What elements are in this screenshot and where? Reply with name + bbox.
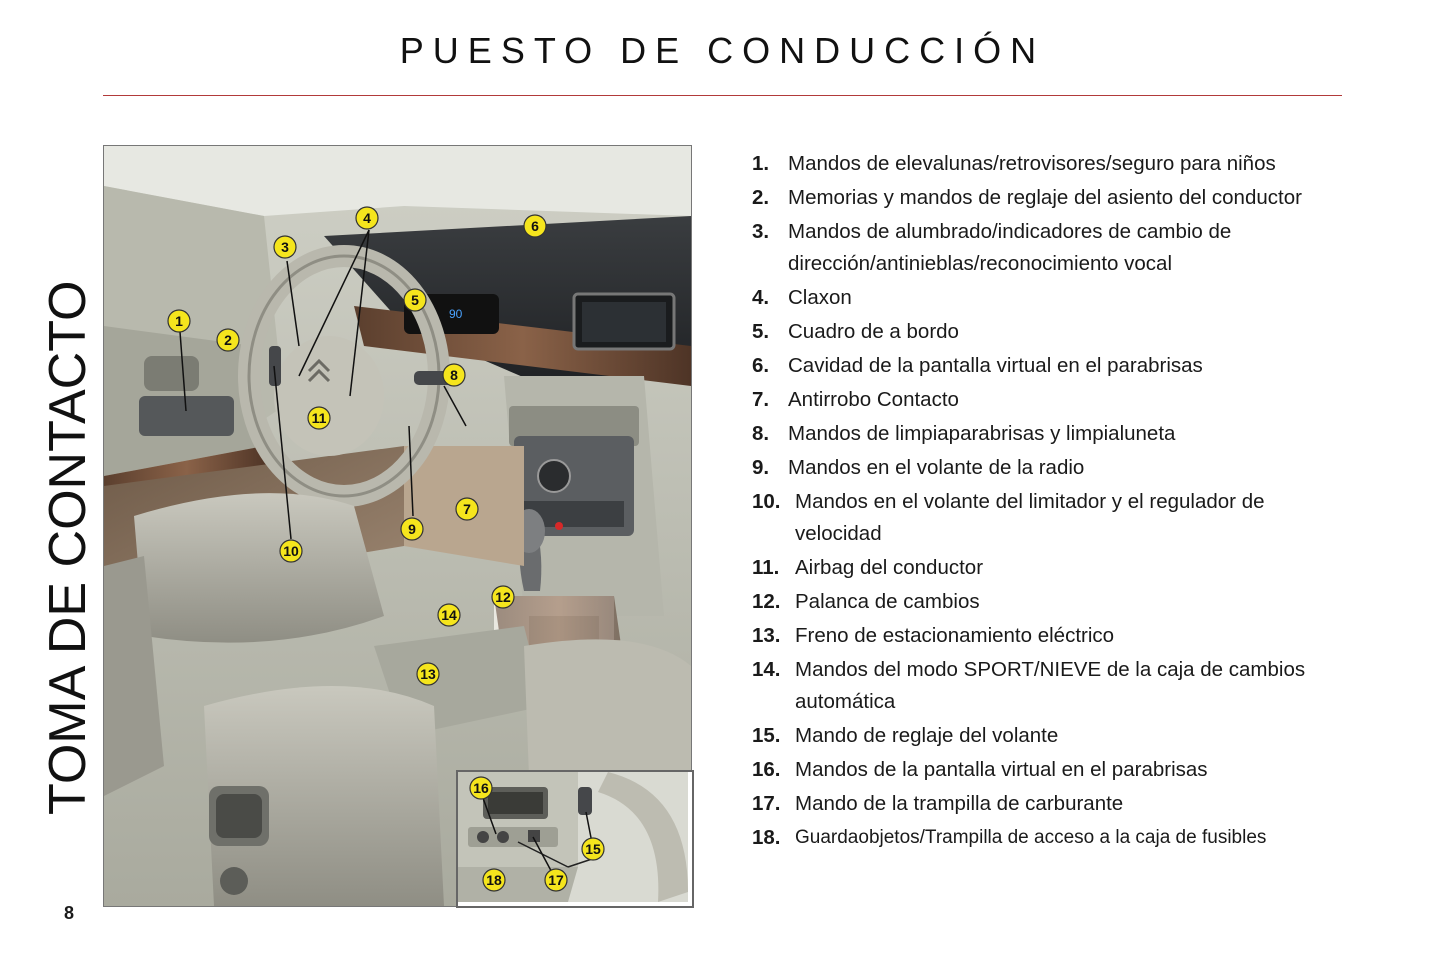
svg-text:3: 3 — [281, 239, 289, 255]
item-text: Mandos de elevalunas/retrovisores/seguro para niños — [788, 152, 1276, 175]
item-number: 7. — [752, 388, 770, 411]
list-item — [752, 350, 1352, 382]
callout-14 — [438, 604, 460, 626]
svg-text:7: 7 — [463, 501, 471, 517]
list-item — [752, 182, 1352, 214]
list-item — [752, 452, 1352, 484]
item-text: Claxon — [788, 286, 852, 309]
callout-3 — [274, 236, 296, 258]
svg-text:10: 10 — [283, 543, 299, 559]
svg-text:2: 2 — [224, 332, 232, 348]
item-text: Mando de la trampilla de carburante — [795, 792, 1124, 815]
svg-text:18: 18 — [486, 872, 502, 888]
list-item — [752, 654, 1352, 718]
item-number: 9. — [752, 456, 770, 479]
item-text: Mandos de alumbrado/indicadores de cambio de dirección/antinieblas/reconocimiento vocal — [788, 220, 1232, 275]
item-text: Mandos en el volante del limitador y el regulador de velocidad — [795, 490, 1265, 545]
item-text: Mando de reglaje del volante — [795, 724, 1059, 747]
item-number: 11. — [752, 556, 780, 579]
list-item — [752, 586, 1352, 618]
list-item — [752, 754, 1352, 786]
item-number: 2. — [752, 186, 770, 209]
list-item — [752, 720, 1352, 752]
section-side-label: TOMA DE CONTACTO — [39, 280, 97, 815]
item-text: Guardaobjetos/Trampilla de acceso a la caja de fusibles — [795, 827, 1267, 848]
svg-text:5: 5 — [411, 292, 419, 308]
item-number: 12. — [752, 590, 781, 613]
list-item — [752, 384, 1352, 416]
callout-4 — [356, 207, 378, 229]
list-item — [752, 822, 1352, 854]
item-text: Mandos de la pantalla virtual en el parabrisas — [795, 758, 1208, 781]
svg-text:6: 6 — [531, 218, 539, 234]
callout-9 — [401, 518, 423, 540]
callout-10 — [280, 540, 302, 562]
item-text: Memorias y mandos de reglaje del asiento del conductor — [788, 186, 1302, 209]
item-number: 4. — [752, 286, 770, 309]
item-number: 18. — [752, 826, 781, 849]
callout-2 — [217, 329, 239, 351]
svg-text:4: 4 — [363, 210, 371, 226]
list-item — [752, 282, 1352, 314]
callout-13 — [417, 663, 439, 685]
item-text: Antirrobo Contacto — [788, 388, 959, 411]
page-title: PUESTO DE CONDUCCIÓN — [399, 30, 1046, 71]
svg-text:1: 1 — [175, 313, 183, 329]
svg-text:90: 90 — [449, 307, 463, 321]
svg-text:14: 14 — [441, 607, 457, 623]
item-number: 10. — [752, 490, 781, 513]
item-number: 1. — [752, 152, 770, 175]
callout-11 — [308, 407, 330, 429]
title-divider — [103, 95, 1342, 96]
callout-18 — [483, 869, 505, 891]
svg-text:17: 17 — [548, 872, 564, 888]
svg-text:16: 16 — [473, 780, 489, 796]
callout-7 — [456, 498, 478, 520]
list-item — [752, 486, 1352, 550]
item-text: Mandos del modo SPORT/NIEVE de la caja de cambios automática — [795, 658, 1306, 713]
item-text: Cuadro de a bordo — [788, 320, 959, 343]
item-number: 17. — [752, 792, 781, 815]
item-text: Mandos en el volante de la radio — [788, 456, 1085, 479]
inset-illustration — [456, 770, 694, 908]
legend-list — [752, 148, 1352, 856]
callout-6 — [524, 215, 546, 237]
item-number: 6. — [752, 354, 770, 377]
item-number: 5. — [752, 320, 770, 343]
callout-12 — [492, 586, 514, 608]
item-number: 8. — [752, 422, 770, 445]
callout-15 — [582, 838, 604, 860]
callout-8 — [443, 364, 465, 386]
svg-text:15: 15 — [585, 841, 601, 857]
list-item — [752, 216, 1352, 280]
page-number: 8 — [64, 903, 75, 923]
callout-16 — [470, 777, 492, 799]
list-item — [752, 148, 1352, 180]
item-number: 3. — [752, 220, 770, 243]
list-item — [752, 552, 1352, 584]
list-item — [752, 316, 1352, 348]
svg-text:8: 8 — [450, 367, 458, 383]
callout-17 — [545, 869, 567, 891]
list-item — [752, 788, 1352, 820]
svg-text:9: 9 — [408, 521, 416, 537]
svg-text:11: 11 — [311, 410, 327, 426]
item-text: Freno de estacionamiento eléctrico — [795, 624, 1115, 647]
callout-1 — [168, 310, 190, 332]
item-number: 13. — [752, 624, 781, 647]
item-number: 16. — [752, 758, 781, 781]
svg-text:12: 12 — [495, 589, 511, 605]
callout-5 — [404, 289, 426, 311]
item-text: Mandos de limpiaparabrisas y limpialuneta — [788, 422, 1176, 445]
svg-text:13: 13 — [420, 666, 436, 682]
list-item — [752, 418, 1352, 450]
list-item — [752, 620, 1352, 652]
item-text: Airbag del conductor — [795, 556, 984, 579]
item-text: Palanca de cambios — [795, 590, 980, 613]
item-number: 15. — [752, 724, 781, 747]
item-number: 14. — [752, 658, 781, 681]
item-text: Cavidad de la pantalla virtual en el parabrisas — [788, 354, 1203, 377]
